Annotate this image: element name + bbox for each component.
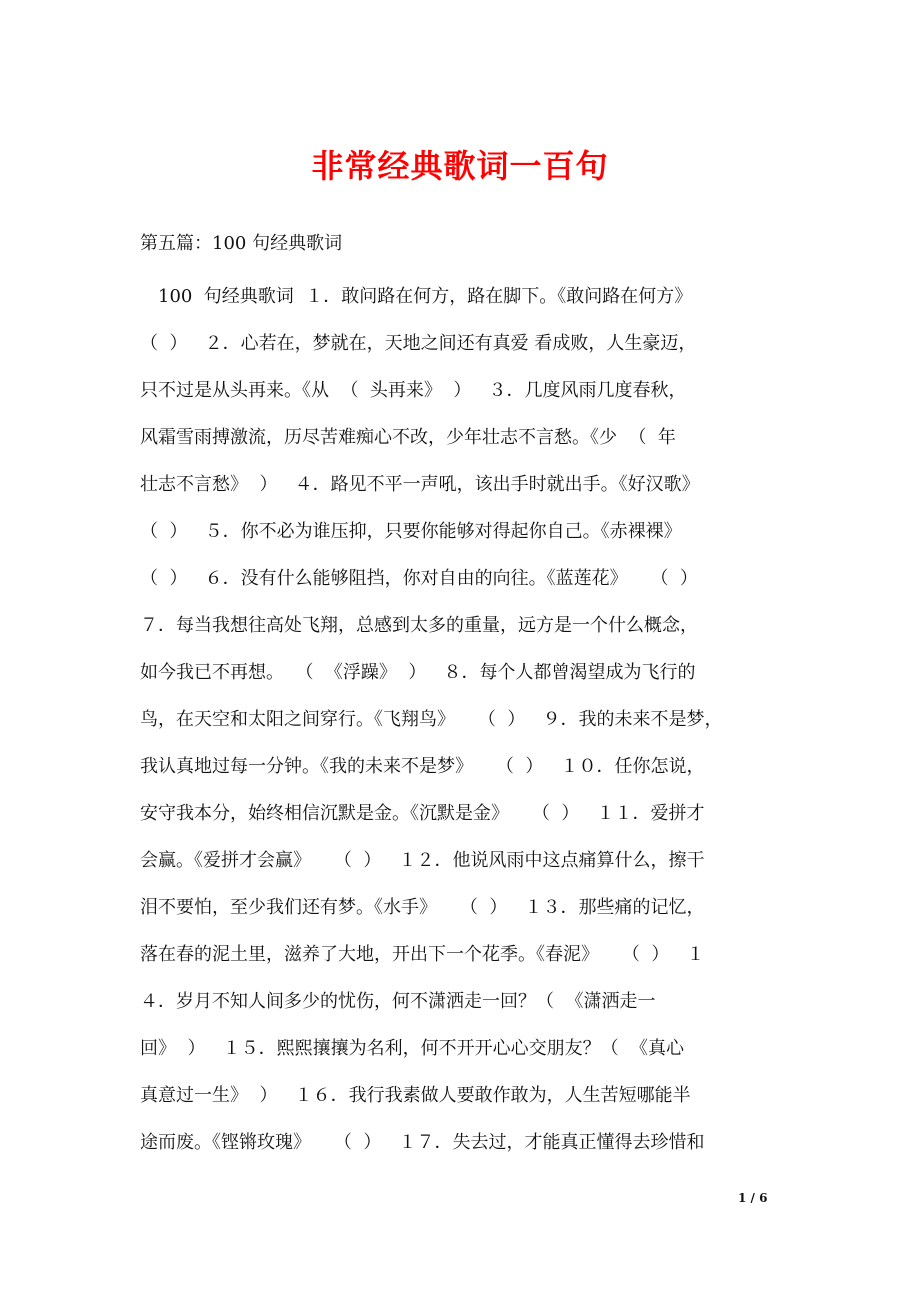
text-line: 壮志不言愁》 ） ４．路见不平一声吼，该出手时就出手。《好汉歌》: [140, 474, 700, 495]
text-line: 如今我已不再想。 （ 《浮躁》 ） ８．每个人都曾渴望成为飞行的: [140, 662, 696, 683]
text-line: 泪不要怕，至少我们还有梦。《水手》 （ ） １３．那些痛的记忆，: [140, 897, 705, 918]
text-line: 回》 ） １５．熙熙攘攘为名利，何不开开心心交朋友？（ 《真心: [140, 1038, 685, 1059]
text-line: 途而废。《铿锵玫瑰》 （ ） １７．失去过，才能真正懂得去珍惜和: [140, 1132, 705, 1153]
text-line: ４．岁月不知人间多少的忧伤，何不潇洒走一回？（ 《潇洒走一: [140, 991, 656, 1012]
section-subtitle: 第五篇：100 句经典歌词: [140, 233, 343, 254]
text-line: （ ） ５．你不必为谁压抑，只要你能够对得起你自己。《赤裸裸》: [140, 521, 682, 542]
text-line: 安守我本分，始终相信沉默是金。《沉默是金》 （ ） １１．爱拼才: [140, 803, 705, 824]
text-line: （ ） ２．心若在，梦就在，天地之间还有真爱 看成败，人生豪迈，: [140, 333, 697, 354]
text-line: 风霜雪雨搏激流，历尽苦难痴心不改，少年壮志不言愁。《少 （ 年: [140, 427, 676, 448]
text-line: 只不过是从头再来。《从 （ 头再来》 ） ３．几度风雨几度春秋，: [140, 380, 687, 401]
text-line: ７．每当我想往高处飞翔，总感到太多的重量，远方是一个什么概念，: [140, 615, 698, 636]
page-number: 1 / 6: [738, 1191, 768, 1205]
text-line: 会赢。《爱拼才会赢》 （ ） １２．他说风雨中这点痛算什么，擦干: [140, 850, 705, 871]
text-line: 落在春的泥土里，滋养了大地，开出下一个花季。《春泥》 （ ） １: [140, 944, 705, 965]
text-line: 我认真地过每一分钟。《我的未来不是梦》 （ ） １０．任你怎说，: [140, 756, 705, 777]
text-line: （ ） ６．没有什么能够阻挡，你对自由的向往。《蓝莲花》 （ ）: [140, 568, 698, 589]
text-line: 真意过一生》 ） １６．我行我素做人要敢作敢为，人生苦短哪能半: [140, 1085, 691, 1106]
body-text: [140, 273, 785, 1166]
text-line: 100 句经典歌词 １．敢问路在何方，路在脚下。《敢问路在何方》: [140, 286, 693, 307]
text-line: 鸟，在天空和太阳之间穿行。《飞翔鸟》 （ ） ９．我的未来不是梦，: [140, 709, 723, 730]
page-title: 非常经典歌词一百句: [311, 147, 609, 185]
